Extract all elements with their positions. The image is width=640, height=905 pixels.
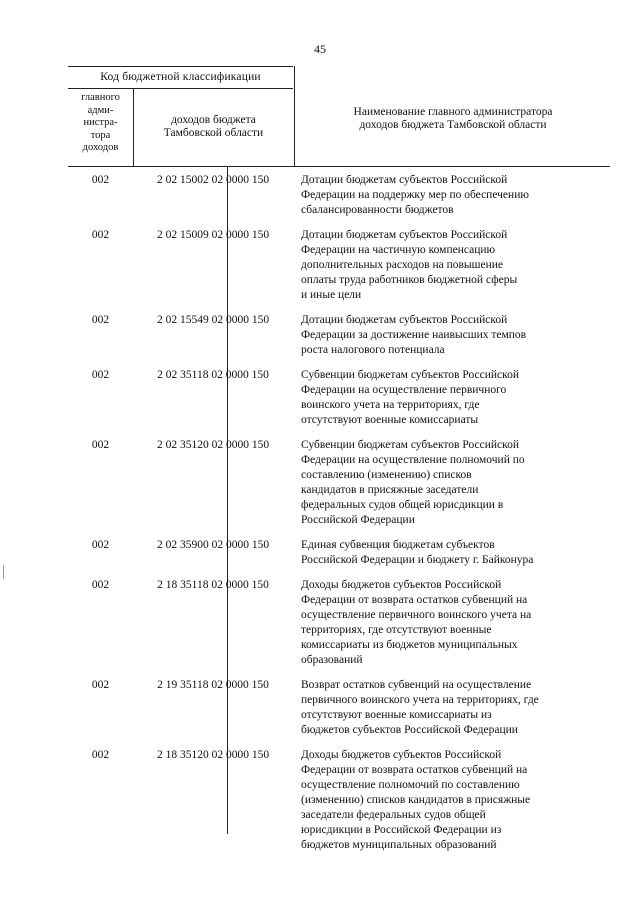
income-code-cell: 2 18 35118 02 0000 150 — [157, 579, 269, 591]
margin-mark — [3, 565, 4, 579]
income-code-cell: 2 02 15549 02 0000 150 — [156, 314, 270, 326]
name-cell — [301, 747, 601, 862]
name-text-line: комиссариаты из бюджетов муниципальных — [301, 639, 518, 651]
name-text-line: Федерации за достижение наивысших темпов — [301, 329, 527, 341]
income-code-cell: 2 02 15002 02 0000 150 — [156, 174, 270, 186]
name-text-line: Доходы бюджетов субъектов Российской — [301, 749, 502, 761]
name-text-line: Дотации бюджетам субъектов Российской — [301, 174, 508, 186]
name-cell — [301, 312, 601, 367]
name-text-line: Субвенции бюджетам субъектов Российской — [301, 439, 520, 451]
table-row — [68, 577, 610, 677]
name-text-line: Федерации на осуществление первичного — [301, 384, 507, 396]
income-code-cell: 2 02 35118 02 0000 150 — [157, 369, 269, 381]
name-text-line: юрисдикции в Российской Федерации из — [301, 824, 502, 836]
header-group-line — [68, 88, 293, 89]
name-cell — [301, 172, 601, 227]
name-text-line: отсутствуют военные комиссариаты — [301, 414, 479, 426]
name-text-line: Федерации от возврата остатков субвенций на — [301, 594, 528, 606]
header-admin-column: главного адми- нистра- тора доходов — [81, 92, 120, 153]
table-row — [68, 437, 610, 537]
income-code-cell: 2 19 35118 02 0000 150 — [157, 679, 269, 691]
name-cell — [301, 677, 601, 747]
name-text-line: заседатели федеральных судов общей — [301, 809, 486, 821]
name-text-line: Федерации на осуществление полномочий по — [301, 454, 525, 466]
header-bottom-line — [68, 166, 610, 167]
name-text-line: кандидатов в присяжные заседатели — [301, 484, 479, 496]
admin-code-cell: 002 — [91, 439, 110, 451]
name-text-line: первичного воинского учета на территориях, где — [301, 694, 539, 706]
name-cell — [301, 537, 601, 577]
table-row — [68, 172, 610, 227]
name-text-line: Единая субвенция бюджетам субъектов — [301, 539, 495, 551]
name-text-line: Субвенции бюджетам субъектов Российской — [301, 369, 520, 381]
name-text-line: составлению (изменению) списков — [301, 469, 472, 481]
table-row — [68, 367, 610, 437]
table-row — [68, 537, 610, 577]
income-code-cell: 2 18 35120 02 0000 150 — [156, 749, 270, 761]
name-text-line: осуществление полномочий по составлению — [301, 779, 520, 791]
admin-code-cell: 002 — [91, 314, 110, 326]
name-text-line: роста налогового потенциала — [301, 344, 445, 356]
name-cell — [301, 577, 601, 677]
name-text-line: бюджетов муниципальных образований — [301, 839, 497, 851]
page-number: 45 — [314, 42, 326, 56]
name-text-line: Российской Федерации — [301, 514, 415, 526]
name-text-line: Дотации бюджетам субъектов Российской — [301, 229, 508, 241]
name-text-line: дополнительных расходов на повышение — [301, 259, 504, 271]
name-text-line: Федерации от возврата остатков субвенций на — [301, 764, 528, 776]
name-cell — [301, 367, 601, 437]
admin-code-cell: 002 — [91, 679, 110, 691]
table-row — [68, 677, 610, 747]
name-text-line: воинского учета на территориях, где — [301, 399, 480, 411]
name-text-line: федеральных судов общей юрисдикции в — [301, 499, 504, 511]
table-row — [68, 747, 610, 862]
admin-code-cell: 002 — [91, 229, 110, 241]
header-income-column: доходов бюджета Тамбовской области — [163, 114, 264, 139]
name-cell — [301, 437, 601, 537]
name-text-line: сбалансированности бюджетов — [301, 204, 454, 216]
header-name-column: Наименование главного администратора доходов бюджета Тамбовской области — [353, 106, 553, 131]
income-code-cell: 2 02 35120 02 0000 150 — [156, 439, 270, 451]
admin-code-cell: 002 — [91, 749, 110, 761]
name-text-line: осуществление первичного воинского учета на — [301, 609, 532, 621]
name-cell — [301, 227, 601, 312]
name-text-line: Российской Федерации и бюджету г. Байконура — [301, 554, 534, 566]
name-text-line: Федерации на частичную компенсацию — [301, 244, 496, 256]
name-text-line: и иные цели — [301, 289, 362, 301]
header-col-divider-2 — [294, 66, 295, 166]
name-text-line: территориях, где отсутствуют военные — [301, 624, 492, 636]
header-code-classification: Код бюджетной классификации — [100, 71, 261, 83]
name-text-line: бюджетов субъектов Российской Федерации — [301, 724, 518, 736]
name-text-line: Дотации бюджетам субъектов Российской — [301, 314, 508, 326]
admin-code-cell: 002 — [91, 539, 110, 551]
income-code-cell: 2 02 15009 02 0000 150 — [156, 229, 270, 241]
admin-code-cell: 002 — [91, 174, 110, 186]
name-text-line: образований — [301, 654, 363, 666]
table-body — [68, 172, 610, 862]
table-row — [68, 312, 610, 367]
admin-code-cell: 002 — [91, 369, 110, 381]
income-code-cell: 2 02 35900 02 0000 150 — [156, 539, 270, 551]
name-text-line: отсутствуют военные комиссариаты из — [301, 709, 492, 721]
admin-code-cell: 002 — [91, 579, 110, 591]
name-text-line: Возврат остатков субвенций на осуществление — [301, 679, 532, 691]
table-header — [68, 66, 610, 166]
name-text-line: оплаты труда работников бюджетной сферы — [301, 274, 518, 286]
name-text-line: (изменению) списков кандидатов в присяжные — [301, 794, 531, 806]
name-text-line: Доходы бюджетов субъектов Российской — [301, 579, 502, 591]
table-row — [68, 227, 610, 312]
name-text-line: Федерации на поддержку мер по обеспечению — [301, 189, 529, 201]
